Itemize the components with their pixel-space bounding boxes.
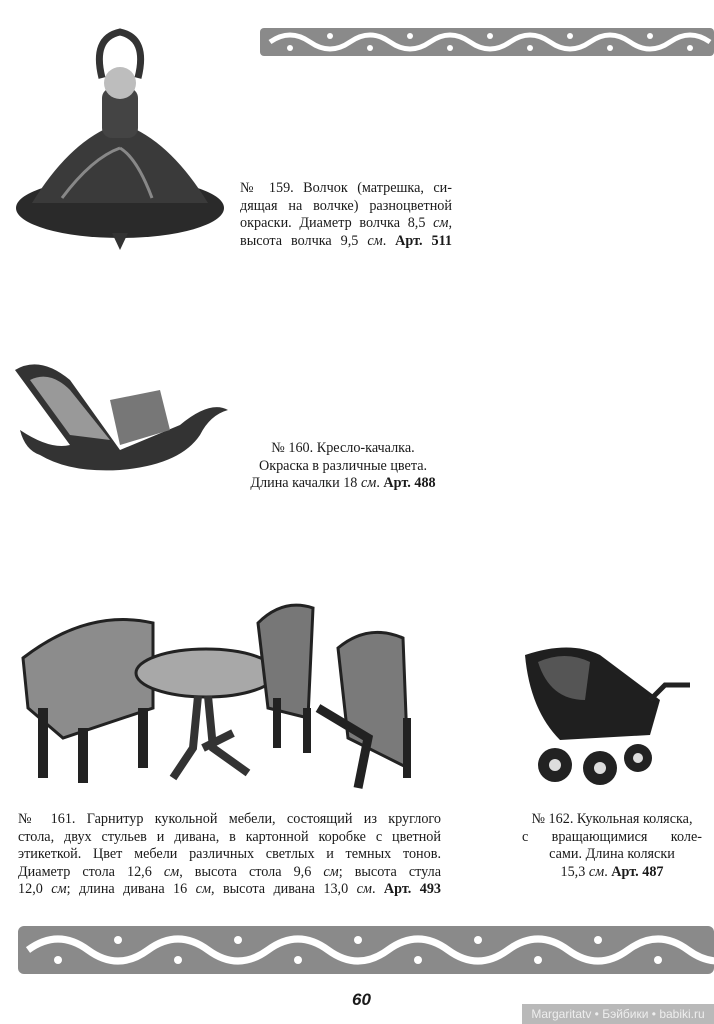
text-segment: № 160. Кресло-качалка. (271, 440, 415, 456)
text-segment: . (376, 475, 384, 491)
watermark: Margaritatv • Бэйбики • babiki.ru (522, 1004, 714, 1024)
unit-label: см (51, 881, 67, 897)
text-segment: Диаметр стола 12,6 (18, 863, 164, 880)
text-line (18, 829, 441, 847)
text-segment: окраски. Диаметр волчка 8,5 (240, 215, 434, 231)
text-line (240, 215, 452, 233)
text-line (18, 864, 441, 882)
text-line (522, 829, 702, 847)
text-segment: сами. Длина коляски (549, 846, 675, 862)
text-segment: . (382, 232, 396, 249)
text-segment: , (448, 215, 452, 231)
text-segment: высота волчка 9,5 (240, 232, 368, 249)
text-line (18, 881, 441, 899)
unit-label: см (323, 863, 339, 880)
text-line (238, 458, 448, 476)
text-segment: , высота дивана 13,0 (211, 881, 357, 897)
article-number: Арт. 511 (395, 232, 452, 249)
unit-label: см (360, 475, 377, 491)
doll-stroller-image (520, 640, 698, 790)
text-segment: стола, двух стульев и дивана, в картонной коробке с цветной (18, 828, 441, 845)
text-line (240, 180, 452, 198)
item-159-description (240, 180, 452, 250)
text-line (522, 811, 702, 829)
text-segment: № 161. Гарнитур кукольной мебели, состоящий из круглого (18, 811, 441, 827)
item-161-description (18, 811, 441, 899)
ornament-border-bottom (18, 922, 714, 978)
text-line (240, 198, 452, 216)
item-160-description (238, 440, 448, 493)
text-segment: Окраска в различные цвета. (258, 457, 428, 474)
text-segment: № 162. Кукольная коляска, (531, 811, 693, 827)
text-segment: 15,3 (560, 863, 589, 880)
text-segment: дящая на волчке) разноцветной (240, 197, 452, 214)
text-line (522, 846, 702, 864)
text-segment: ; длина дивана 16 (66, 881, 196, 897)
text-segment: . (604, 863, 612, 880)
text-line (522, 864, 702, 882)
article-number: Арт. 488 (383, 475, 436, 491)
article-number: Арт. 487 (611, 863, 664, 880)
text-line (240, 233, 452, 251)
unit-label: см (433, 215, 449, 231)
page-number: 60 (352, 990, 371, 1009)
text-segment: с вращающимися коле- (522, 828, 702, 845)
text-segment: ; высота стула (338, 863, 441, 880)
text-line (238, 440, 448, 458)
text-segment: 12,0 (18, 881, 52, 897)
text-segment: . (371, 881, 384, 897)
spinning-top-image (12, 28, 227, 253)
item-162-description (522, 811, 702, 881)
unit-label: см (356, 881, 372, 897)
text-segment: Длина качалки 18 (250, 475, 361, 491)
unit-label: см (588, 863, 605, 880)
text-line (18, 846, 441, 864)
ornament-border-top (260, 26, 714, 58)
rocking-chair-image (10, 355, 230, 480)
unit-label: см (367, 232, 383, 249)
text-segment: , высота стола 9,6 (179, 863, 324, 880)
unit-label: см (195, 881, 211, 897)
text-segment: № 159. Волчок (матрешка, си- (240, 180, 452, 196)
unit-label: см (163, 863, 180, 880)
article-number: Арт. 493 (383, 881, 442, 897)
text-segment: этикеткой. Цвет мебели различных светлых и темных тонов. (18, 846, 441, 862)
text-line (18, 811, 441, 829)
doll-furniture-set-image (18, 598, 433, 798)
text-line (238, 475, 448, 493)
